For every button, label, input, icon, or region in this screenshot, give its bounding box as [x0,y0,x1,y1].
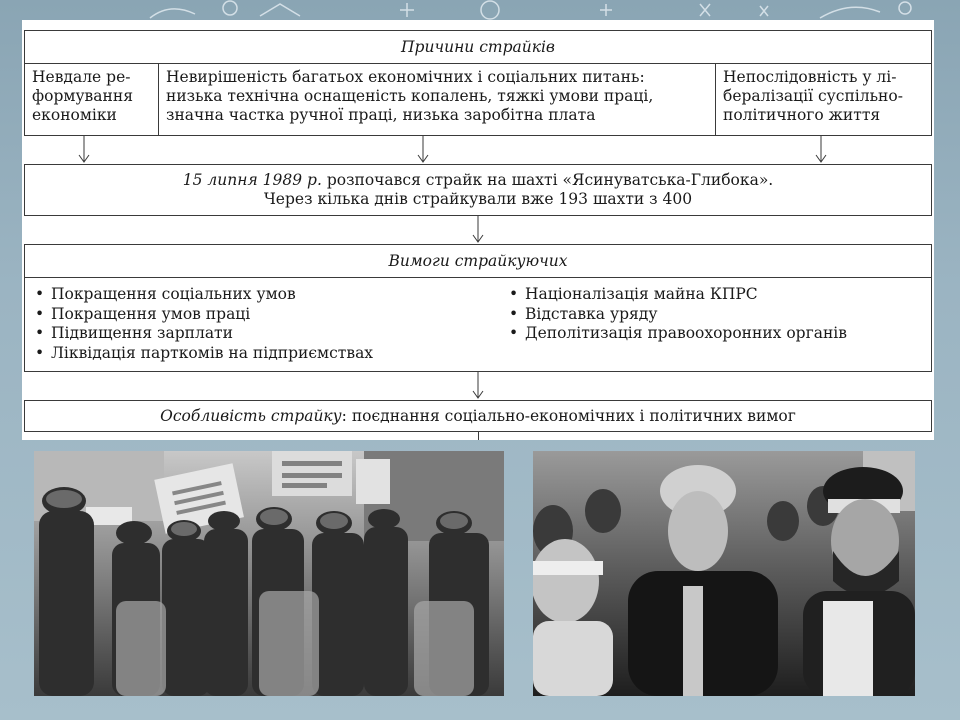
demands-title: Вимоги страйкуючих [25,245,931,278]
demands-box [24,244,932,372]
cause-line: політичного життя [723,106,881,124]
list-item: • Покращення умов праці [29,305,373,325]
cause-line: Невирішеність багатьох економічних і соціальних питань: [166,68,645,86]
list-item: • Підвищення зарплати [29,324,373,344]
cause-line: Непослідовність у лі- [723,68,897,86]
cause-line: значна частка ручної праці, низька заробітна плата [166,106,596,124]
arrow-down-icon [815,136,827,164]
cause-liberalization [715,64,931,136]
photo-miners-closeup [533,451,915,696]
causes-title: Причини страйків [25,31,931,64]
causes-box [24,30,932,136]
feature-text: : поєднання соціально-економічних і політичних вимог [341,407,796,425]
feature-label: Особливість страйку [160,407,342,425]
decorative-doodles [0,0,960,20]
cause-reform [25,64,158,136]
cause-line: формування [32,87,133,105]
strike-line-1 [25,171,931,190]
list-item: • Націоналізація майна КПРС [503,285,847,305]
arrow-down-icon [472,372,484,400]
cause-economic [158,64,715,136]
feature-box [24,400,932,432]
arrow-down-icon [78,136,90,164]
cause-line: економіки [32,106,117,124]
list-item: • Деполітизація правоохоронних органів [503,324,847,344]
photo-miners-march [34,451,504,696]
strike-date: 15 липня 1989 р. [182,171,322,189]
strike-line-2: Через кілька днів страйкували вже 193 шахти з 400 [263,190,693,208]
strike-text: розпочався страйк на шахті «Ясинуватська-Глибока». [326,171,774,189]
demands-left-list [29,285,373,363]
list-item: • Відставка уряду [503,305,847,325]
demands-right-list [503,285,847,344]
connector-line [478,432,479,440]
list-item: • Покращення соціальних умов [29,285,373,305]
cause-line: бералізації суспільно- [723,87,903,105]
strike-box [24,164,932,216]
arrow-down-icon [472,216,484,244]
cause-line: низька технічна оснащеність копалень, тяжкі умови праці, [166,87,654,105]
list-item: • Ліквідація парткомів на підприємствах [29,344,373,364]
cause-line: Невдале ре- [32,68,131,86]
scheme-panel [22,20,934,440]
arrow-down-icon [417,136,429,164]
